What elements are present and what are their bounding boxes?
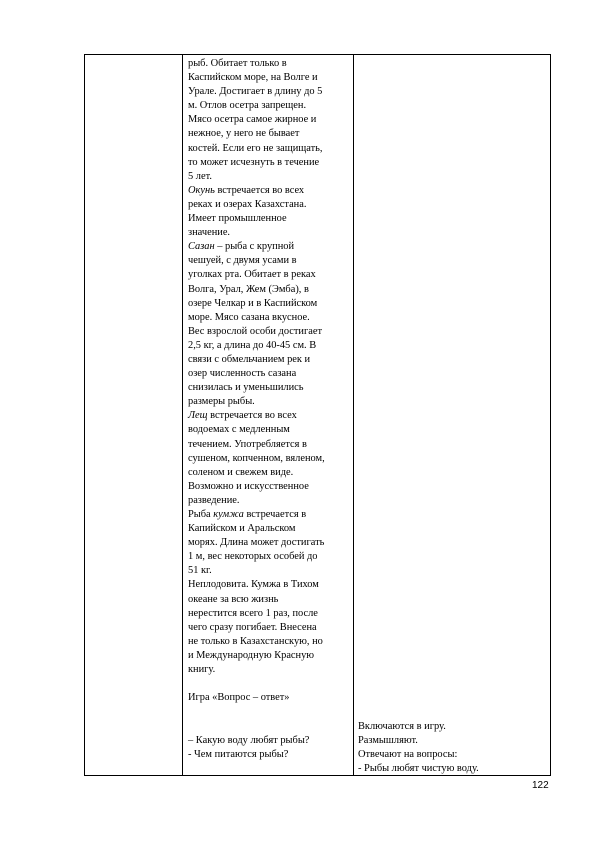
text-fragment: Рыба <box>188 509 214 520</box>
text-line: нерестится всего 1 раз, после <box>188 607 318 619</box>
sturgeon-text <box>188 57 325 184</box>
column-divider-2 <box>353 54 354 776</box>
text-line: течением. Употребляется в <box>188 438 307 450</box>
text-fragment: встречается во всех <box>214 184 305 196</box>
spacer <box>188 705 325 719</box>
text-line: книгу. <box>188 664 216 676</box>
text-line: уголках рта. Обитает в реках <box>188 269 316 281</box>
text-fragment: встречается во всех <box>207 410 297 422</box>
text-line: реках и озерах Казахстана. <box>188 198 307 210</box>
text-line: Размышляют. <box>358 735 418 747</box>
text-line: озер численность сазана <box>188 368 297 380</box>
text-line: 5 лет. <box>188 170 212 182</box>
text-fragment: – рыба с крупной <box>214 241 295 253</box>
text-fragment: встречается в <box>243 509 307 520</box>
text-line: 2,5 кг, а длина до 40-45 см. В <box>188 339 317 351</box>
fish-name-carp: Сазан <box>188 241 215 253</box>
text-line: чешуей, с двумя усами в <box>188 255 297 267</box>
table-bottom-border <box>84 775 551 776</box>
text-line: м. Отлов осетра запрещен. <box>188 100 307 112</box>
text-line: соленом и свежем виде. <box>188 466 294 478</box>
bream-paragraph <box>188 409 325 508</box>
text-line: Каспийском море, на Волге и <box>188 72 318 84</box>
text-line: то может исчезнуть в течение <box>188 156 320 168</box>
text-line: Имеет промышленное <box>188 213 287 225</box>
text-line: не только в Казахстанскую, но <box>188 635 323 647</box>
perch-paragraph <box>188 184 325 240</box>
text-line: размеры рыбы. <box>188 396 255 408</box>
game-title: Игра «Вопрос – ответ» <box>188 692 290 704</box>
text-line: Отвечают на вопросы: <box>358 749 458 761</box>
student-activity-cell <box>358 720 479 776</box>
text-line <box>188 184 325 198</box>
text-line: Урале. Достигает в длину до 5 <box>188 86 323 98</box>
text-line: озере Челкар и в Каспийском <box>188 297 318 309</box>
text-line: водоемах с медленным <box>188 424 290 436</box>
question-line: - Чем питаются рыбы? <box>188 748 289 760</box>
text-line: Вес взрослой особи достигает <box>188 325 323 337</box>
text-line: значение. <box>188 227 231 239</box>
spacer <box>188 677 325 691</box>
text-line <box>188 409 325 423</box>
table-right-border <box>550 54 551 776</box>
text-line: море. Мясо сазана вкусное. <box>188 311 310 323</box>
fish-name-bream: Лещ <box>188 410 208 422</box>
text-line <box>188 508 325 522</box>
text-line: океане за всю жизнь <box>188 593 279 605</box>
text-line: 1 м, вес некоторых особей до <box>188 551 318 563</box>
text-line: Возможно и искусственное <box>188 480 309 492</box>
fish-name-perch: Окунь <box>188 184 215 196</box>
text-line: 51 кг. <box>188 565 212 577</box>
text-line: Включаются в игру. <box>358 721 446 732</box>
teacher-activity-cell <box>188 57 325 762</box>
trout-paragraph <box>188 508 325 677</box>
column-divider-1 <box>182 54 183 776</box>
text-line: чего сразу погибает. Внесена <box>188 621 317 633</box>
text-line: связи с обмельчанием рек и <box>188 353 311 365</box>
text-line: разведение. <box>188 494 240 506</box>
table-left-border <box>84 54 85 776</box>
text-line: Капийском и Аральском <box>188 523 296 535</box>
text-line <box>188 240 325 254</box>
text-line: Волга, Урал, Жем (Эмба), в <box>188 283 309 295</box>
carp-paragraph <box>188 240 325 409</box>
table-top-border <box>84 54 551 55</box>
question-line: – Какую воду любят рыбы? <box>188 734 310 746</box>
text-line: - Рыбы любят чистую воду. <box>358 763 479 775</box>
text-line: Неплодовита. Кумжа в Тихом <box>188 579 319 591</box>
text-line: костей. Если его не защищать, <box>188 142 323 154</box>
text-line: Мясо осетра самое жирное и <box>188 114 317 126</box>
text-line: нежное, у него не бывает <box>188 128 300 140</box>
text-line: морях. Длина может достигать <box>188 537 325 549</box>
text-line: и Международную Красную <box>188 649 315 661</box>
page-number: 122 <box>532 780 549 791</box>
text-line: снизилась и уменьшились <box>188 382 304 394</box>
text-line: рыб. Обитает только в <box>188 58 287 69</box>
fish-name-trout: кумжа <box>213 509 244 520</box>
text-line: сушеном, копченном, вяленом, <box>188 452 325 464</box>
spacer <box>188 719 325 733</box>
